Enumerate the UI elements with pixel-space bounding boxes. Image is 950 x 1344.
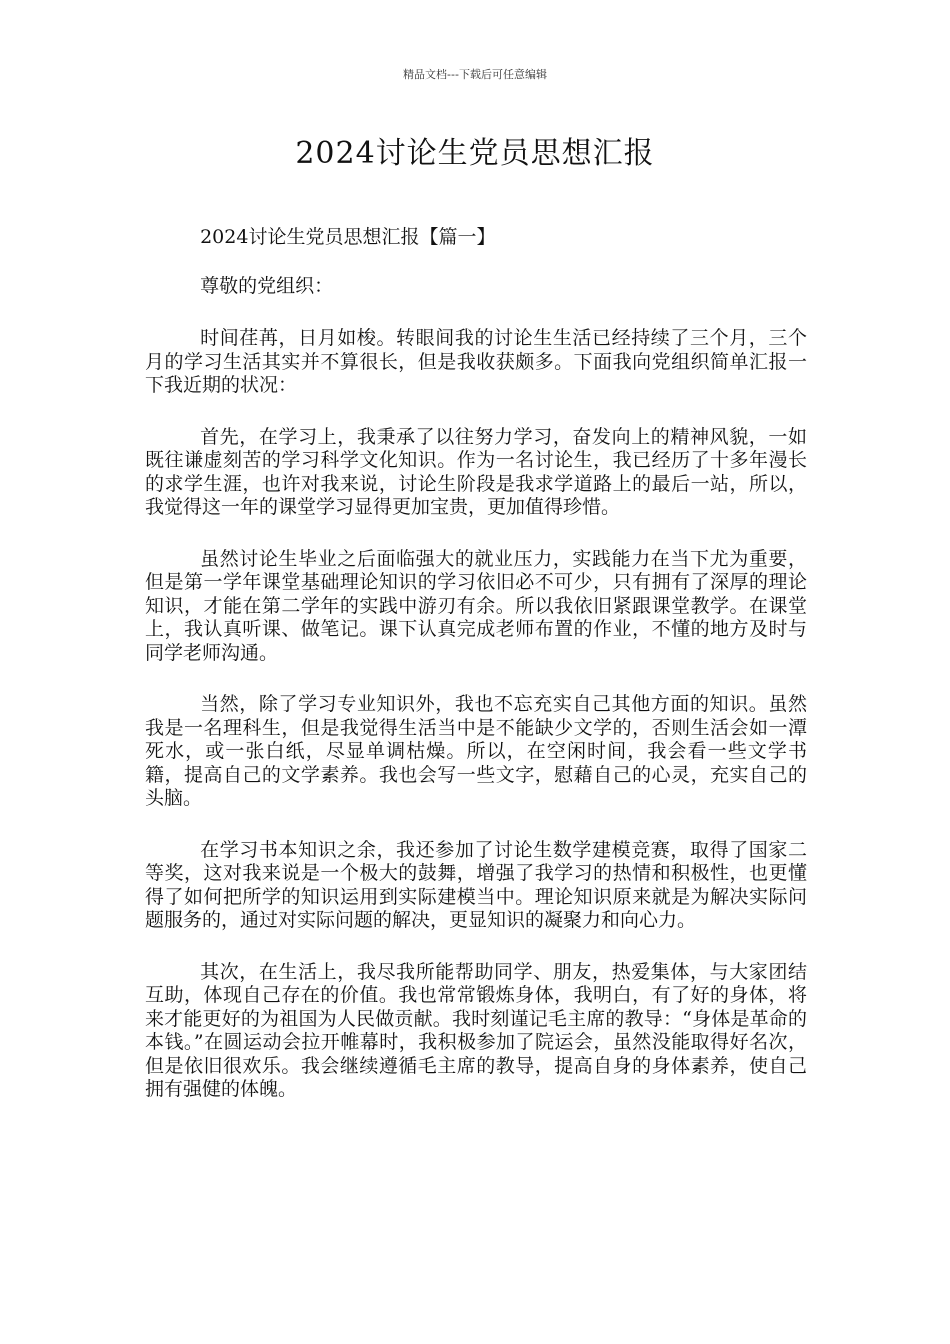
paragraph-3: 虽然讨论生毕业之后面临强大的就业压力，实践能力在当下尤为重要，但是第一学年课堂基础理论知识的学习依旧必不可少，只有拥有了深厚的理论知识，才能在第二学年的实践中游刃有余。所以我依旧紧跟课堂教学。在课堂上，我认真听课、做笔记。课下认真完成老师布置的作业，不懂的地方及时与同学老师沟通。	[145, 547, 807, 664]
paragraph-6: 其次，在生活上，我尽我所能帮助同学、朋友，热爱集体，与大家团结互助，体现自己存在的价值。我也常常锻炼身体，我明白，有了好的身体，将来才能更好的为祖国为人民做贡献。我时刻谨记毛主席的教导：“身体是革命的本钱。”在圆运动会拉开帷幕时，我积极参加了院运会，虽然没能取得好名次，但是依旧很欢乐。我会继续遵循毛主席的教导，提高自身的身体素养，使自己拥有强健的体魄。	[145, 960, 807, 1100]
section-title: 2024讨论生党员思想汇报【篇一】	[200, 226, 496, 248]
paragraph-4: 当然，除了学习专业知识外，我也不忘充实自己其他方面的知识。虽然我是一名理科生，但是我觉得生活当中是不能缺少文学的，否则生活会如一潭死水，或一张白纸，尽显单调枯燥。所以，在空闲时间，我会看一些文学书籍，提高自己的文学素养。我也会写一些文字，慰藉自己的心灵，充实自己的头脑。	[145, 693, 807, 809]
paragraph-2: 首先，在学习上，我秉承了以往努力学习，奋发向上的精神风貌，一如既往谦虚刻苦的学习科学文化知识。作为一名讨论生，我已经历了十多年漫长的求学生涯，也许对我来说，讨论生阶段是我求学道路上的最后一站，所以，我觉得这一年的课堂学习显得更加宝贵，更加值得珍惜。	[145, 425, 807, 518]
header-note: 精品文档---下载后可任意编辑	[403, 68, 547, 81]
document-body	[145, 226, 807, 1130]
paragraph-5: 在学习书本知识之余，我还参加了讨论生数学建模竞赛，取得了国家二等奖，这对我来说是一个极大的鼓舞，增强了我学习的热情和积极性，也更懂得了如何把所学的知识运用到实际建模当中。理论知识原来就是为解决实际问题服务的，通过对实际问题的解决，更显知识的凝聚力和向心力。	[145, 838, 807, 931]
salutation: 尊敬的党组织：	[200, 274, 334, 297]
paragraph-1: 时间荏苒，日月如梭。转眼间我的讨论生生活已经持续了三个月，三个月的学习生活其实并不算很长，但是我收获颇多。下面我向党组织简单汇报一下我近期的状况：	[145, 327, 807, 396]
document-title: 2024讨论生党员思想汇报	[295, 136, 655, 171]
